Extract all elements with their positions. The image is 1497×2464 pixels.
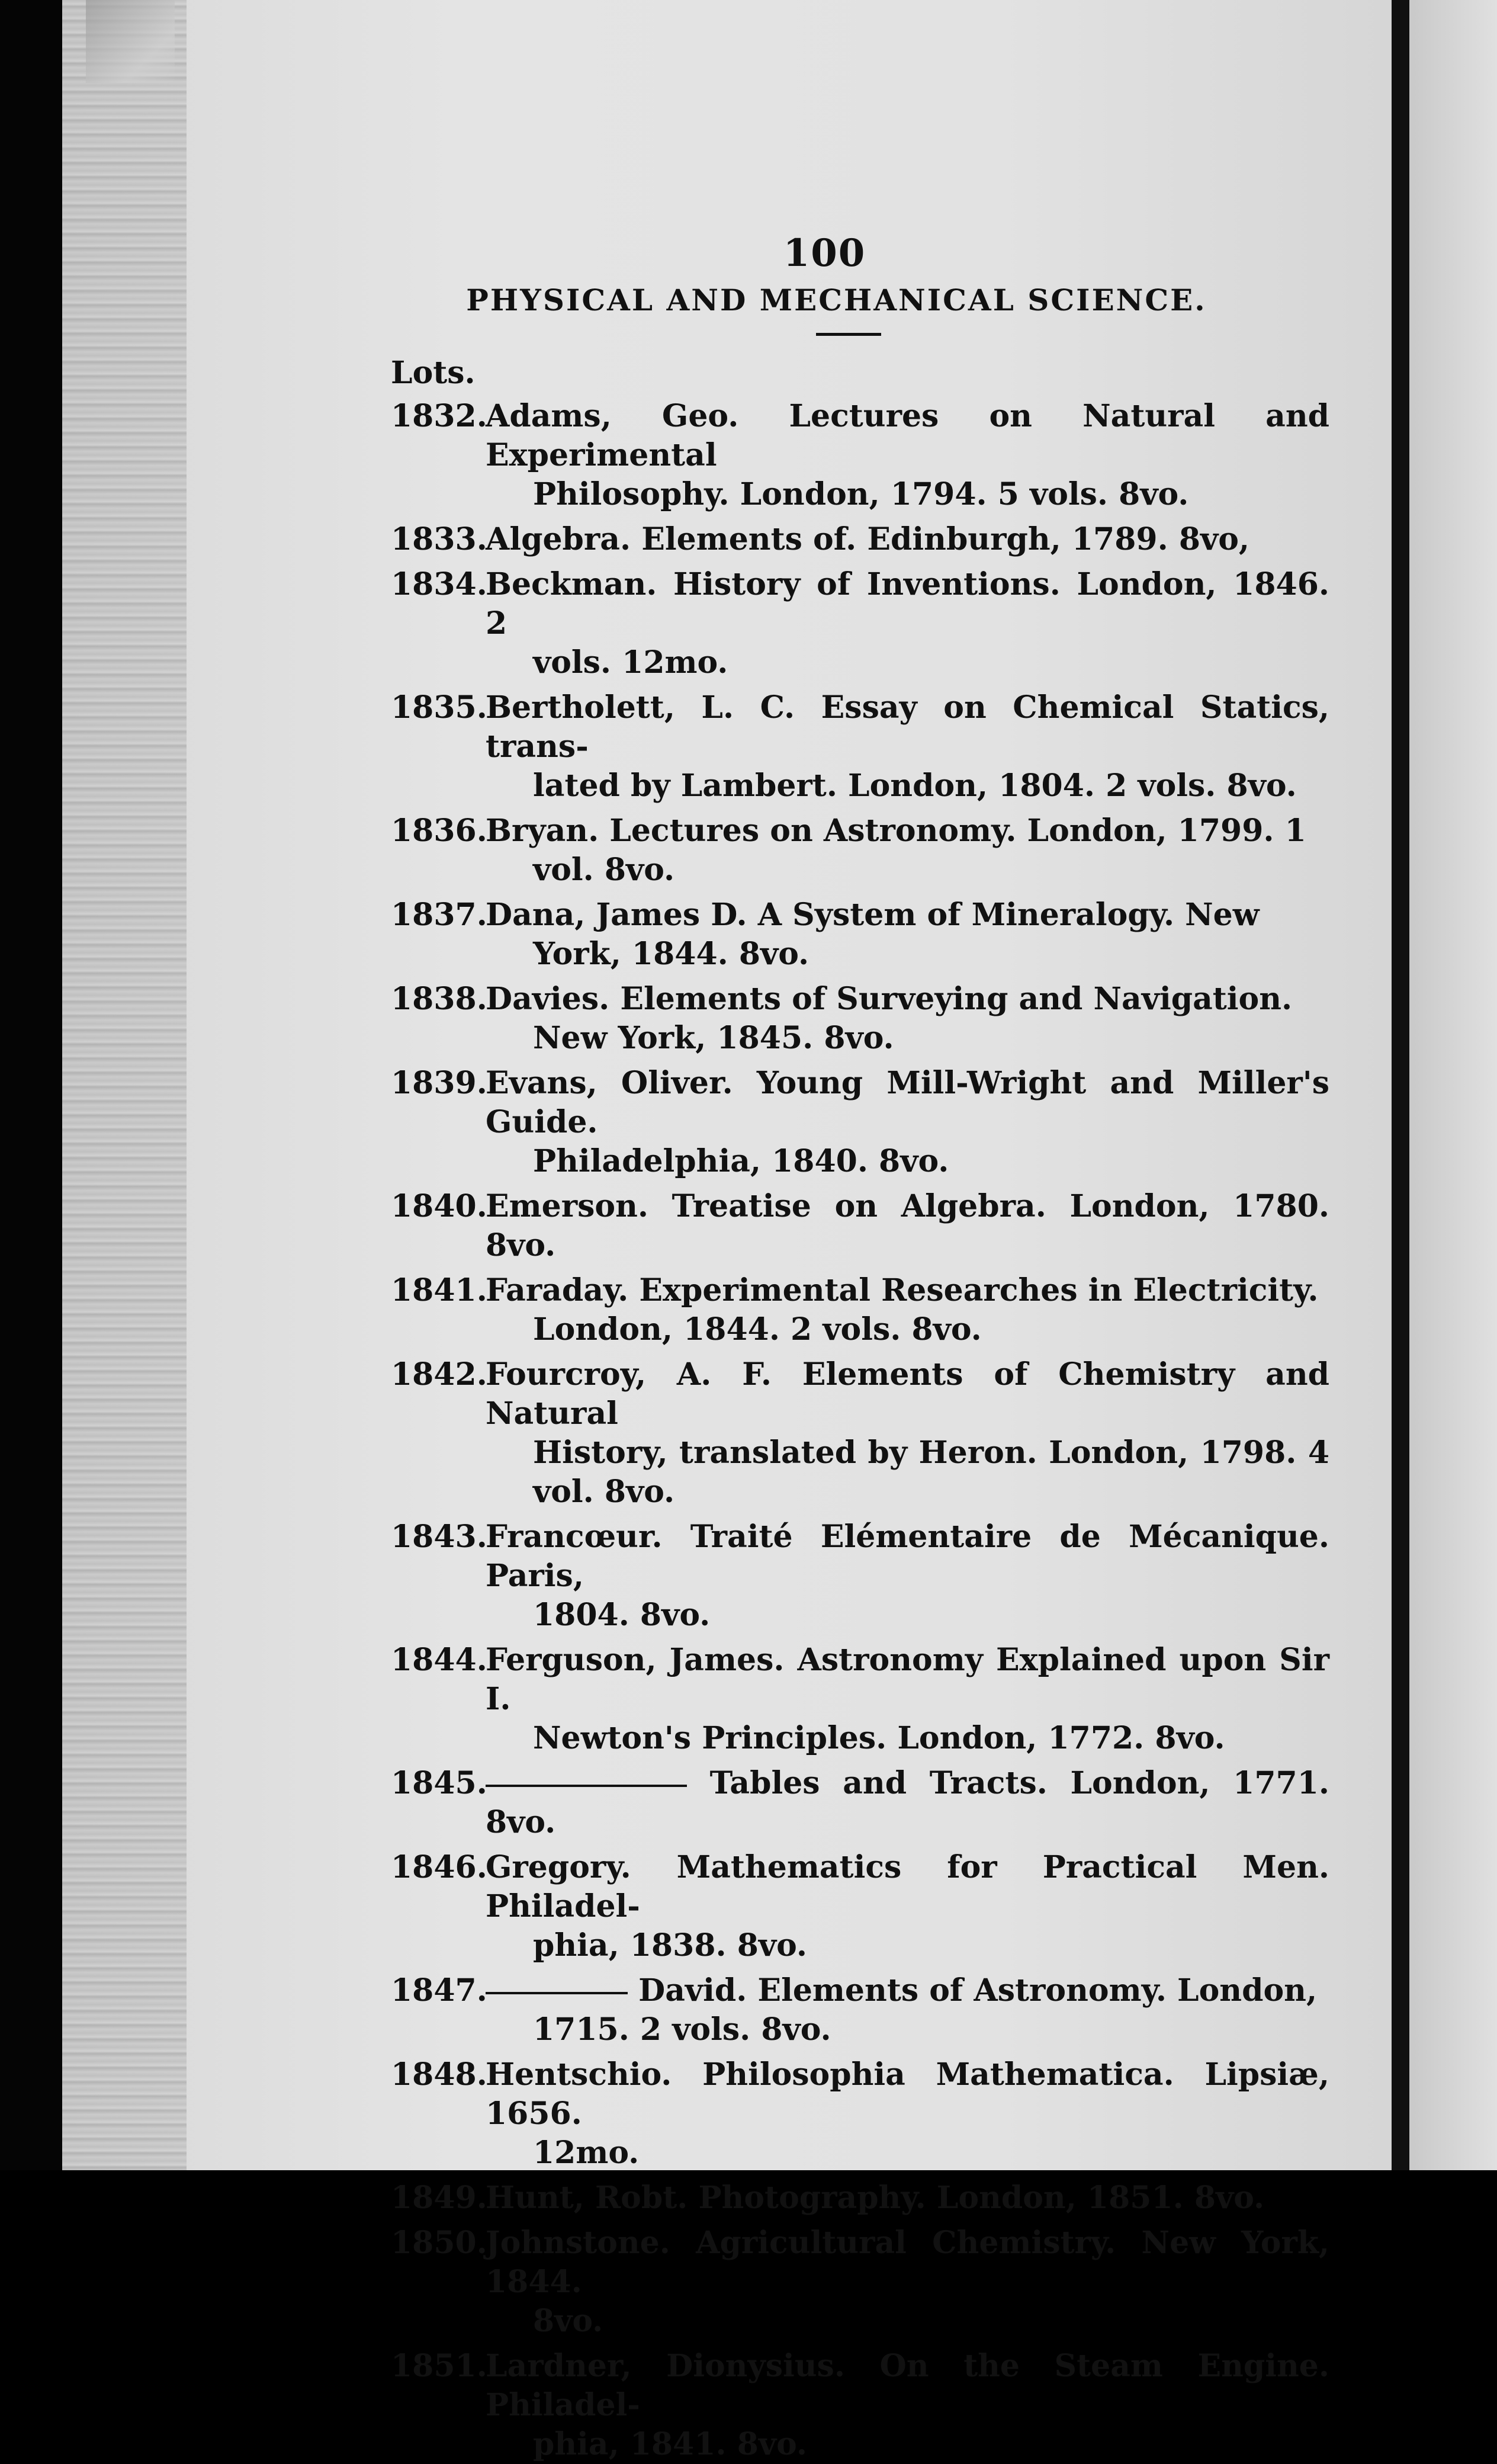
catalogue-entry xyxy=(391,2224,1329,2341)
catalogue-entry xyxy=(391,2347,1329,2464)
entry-text: Dana, James D. A System of Mineralogy. New xyxy=(486,897,1260,933)
lot-number: 1838. xyxy=(391,981,487,1017)
entry-text: Faraday. Experimental Researches in Electricity. xyxy=(486,1272,1319,1308)
catalogue-entry xyxy=(391,397,1329,514)
entry-continuation: York, 1844. 8vo. xyxy=(533,936,809,972)
entry-continuation: 8vo. xyxy=(533,2303,603,2339)
entry-text: Lardner, Dionysius. On the Steam Engine. Philadel- xyxy=(486,2348,1329,2423)
ditto-dash xyxy=(486,1785,687,1787)
catalogue-entry xyxy=(391,2179,1329,2218)
lot-number: 1846. xyxy=(391,1849,487,1885)
section-heading: PHYSICAL AND MECHANICAL SCIENCE. xyxy=(466,283,1207,317)
entry-continuation: History, translated by Heron. London, 1798. 4 vol. 8vo. xyxy=(533,1435,1329,1510)
heading-rule xyxy=(816,333,881,336)
catalogue-entry xyxy=(391,1971,1329,2049)
lot-number: 1837. xyxy=(391,897,487,933)
entry-continuation: 1715. 2 vols. 8vo. xyxy=(533,2011,831,2048)
entry-text: Ferguson, James. Astronomy Explained upon Sir I. xyxy=(486,1642,1329,1717)
lot-number: 1835. xyxy=(391,689,487,726)
next-page-sliver xyxy=(1409,0,1497,2170)
catalogue-content xyxy=(391,231,1329,2464)
lot-number: 1840. xyxy=(391,1188,487,1224)
entry-continuation: vols. 12mo. xyxy=(533,644,728,681)
lot-number: 1847. xyxy=(391,1972,487,2009)
entry-text: Davies. Elements of Surveying and Navigation. xyxy=(486,981,1293,1017)
entry-text: David. Elements of Astronomy. London, xyxy=(638,1972,1318,2009)
entry-text: Hunt, Robt. Photography. London, 1851. 8vo. xyxy=(486,2180,1265,2216)
entry-text: Adams, Geo. Lectures on Natural and Experimental xyxy=(486,398,1329,473)
ditto-dash xyxy=(486,1992,628,1994)
lot-number: 1844. xyxy=(391,1642,487,1678)
catalogue-entry xyxy=(391,811,1329,890)
lots-column-label: Lots. xyxy=(391,355,476,391)
catalogue-entry xyxy=(391,1355,1329,1512)
catalogue-entry xyxy=(391,565,1329,682)
lot-number: 1841. xyxy=(391,1272,487,1308)
entry-text: Bryan. Lectures on Astronomy. London, 1799. 1 xyxy=(486,813,1306,849)
entry-text: Emerson. Treatise on Algebra. London, 1780. 8vo. xyxy=(486,1188,1329,1263)
lot-number: 1834. xyxy=(391,566,487,602)
entry-continuation: Newton's Principles. London, 1772. 8vo. xyxy=(533,1720,1225,1756)
entry-continuation: lated by Lambert. London, 1804. 2 vols. 8vo. xyxy=(533,768,1297,804)
catalogue-entries xyxy=(391,397,1329,2464)
lot-number: 1842. xyxy=(391,1356,487,1393)
page-gutter-stain xyxy=(62,0,187,2170)
catalogue-entry xyxy=(391,1271,1329,1349)
entry-continuation: Philadelphia, 1840. 8vo. xyxy=(533,1143,949,1179)
entry-text: Francœur. Traité Elémentaire de Mécanique. Paris, xyxy=(486,1519,1329,1594)
lot-number: 1850. xyxy=(391,2225,487,2261)
catalogue-entry xyxy=(391,1641,1329,1758)
catalogue-entry xyxy=(391,688,1329,806)
entry-text: Johnstone. Agricultural Chemistry. New York, 1844. xyxy=(486,2225,1329,2300)
entry-text: Algebra. Elements of. Edinburgh, 1789. 8vo, xyxy=(486,521,1249,557)
entry-continuation: New York, 1845. 8vo. xyxy=(533,1020,894,1056)
entry-continuation: phia, 1838. 8vo. xyxy=(533,1927,808,1964)
catalogue-entry xyxy=(391,1517,1329,1635)
entry-text: Beckman. History of Inventions. London, 1846. 2 xyxy=(486,566,1329,641)
catalogue-entry xyxy=(391,1764,1329,1842)
entry-continuation: London, 1844. 2 vols. 8vo. xyxy=(533,1311,982,1348)
entry-continuation: Philosophy. London, 1794. 5 vols. 8vo. xyxy=(533,476,1189,512)
entry-text: Evans, Oliver. Young Mill-Wright and Miller's Guide. xyxy=(486,1065,1329,1140)
lot-number: 1849. xyxy=(391,2180,487,2216)
lot-number: 1843. xyxy=(391,1519,487,1555)
catalogue-entry xyxy=(391,1064,1329,1181)
entry-continuation: 12mo. xyxy=(533,2135,640,2171)
lot-number: 1833. xyxy=(391,521,487,557)
catalogue-entry xyxy=(391,1187,1329,1265)
entry-continuation: vol. 8vo. xyxy=(533,852,675,888)
entry-text: Bertholett, L. C. Essay on Chemical Statics, trans- xyxy=(486,689,1329,765)
lot-number: 1832. xyxy=(391,398,487,434)
entry-text: Tables and Tracts. London, 1771. 8vo. xyxy=(486,1765,1329,1840)
page-number: 100 xyxy=(783,231,866,275)
catalogue-entry xyxy=(391,520,1329,559)
page-corner-fold xyxy=(86,0,175,83)
entry-text: Hentschio. Philosophia Mathematica. Lipsiæ, 1656. xyxy=(486,2056,1329,2132)
entry-continuation: 1804. 8vo. xyxy=(533,1597,711,1633)
entry-continuation: phia, 1841. 8vo. xyxy=(533,2426,808,2462)
lot-number: 1836. xyxy=(391,813,487,849)
entry-text: Gregory. Mathematics for Practical Men. Philadel- xyxy=(486,1849,1329,1924)
lot-number: 1848. xyxy=(391,2056,487,2093)
catalogue-entry xyxy=(391,896,1329,974)
scan-right-border xyxy=(1392,0,1409,2170)
lot-number: 1845. xyxy=(391,1765,487,1801)
catalogue-entry xyxy=(391,980,1329,1058)
catalogue-entry xyxy=(391,2055,1329,2173)
entry-text: Fourcroy, A. F. Elements of Chemistry and Natural xyxy=(486,1356,1329,1432)
catalogue-entry xyxy=(391,1848,1329,1965)
lot-number: 1839. xyxy=(391,1065,487,1101)
lot-number: 1851. xyxy=(391,2348,487,2384)
